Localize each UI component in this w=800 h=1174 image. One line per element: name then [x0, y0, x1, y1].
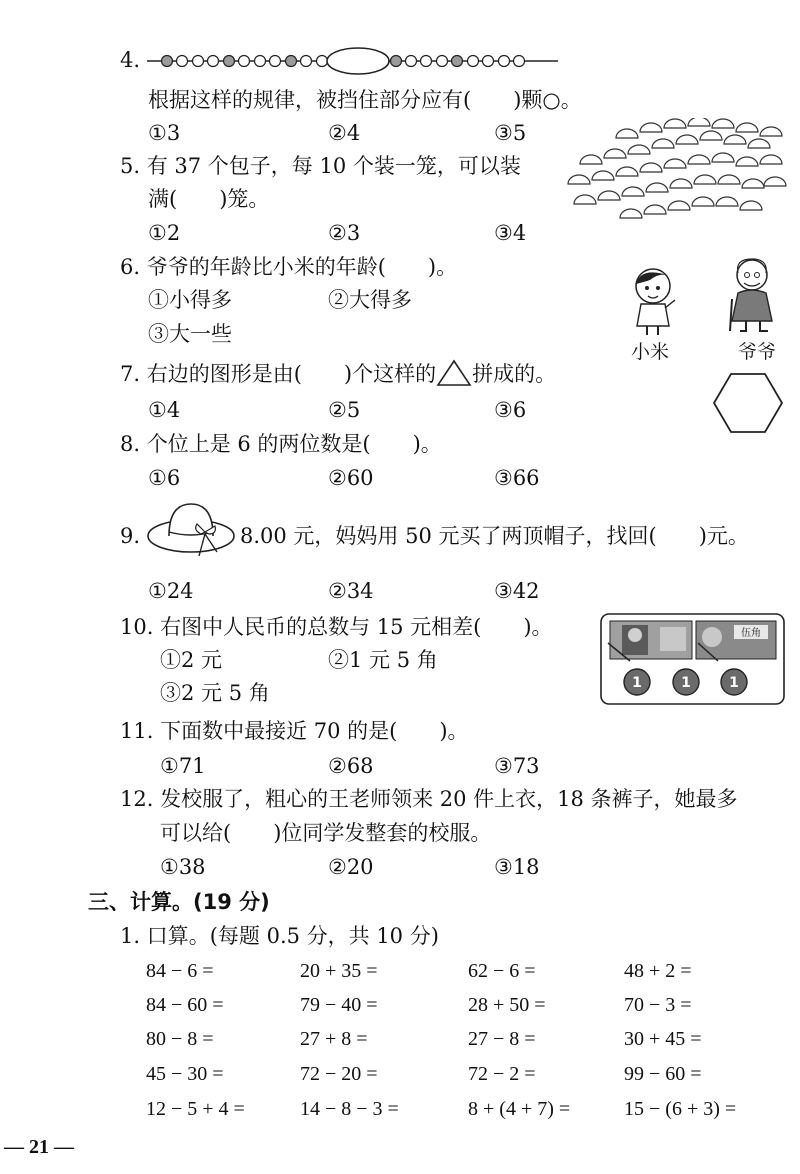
calc-3-2: 27 + 8 = — [300, 1028, 368, 1050]
q7-option-3: ③6 — [494, 398, 527, 422]
calc-5-2: 14 − 8 − 3 = — [300, 1098, 399, 1120]
q5-option-3: ③4 — [494, 221, 527, 245]
q5-option-2: ②3 — [328, 221, 361, 245]
q9-option-2: ②34 — [328, 579, 374, 603]
q4-option-3: ③5 — [494, 121, 527, 145]
q4-option-1: ①3 — [148, 121, 181, 145]
calc-1-4: 48 + 2 = — [624, 960, 692, 982]
calc-4-1: 45 − 30 = — [146, 1063, 224, 1085]
girl-xiaomi-picture — [625, 262, 685, 337]
calc-3-3: 27 − 8 = — [468, 1028, 536, 1050]
calc-2-2: 79 − 40 = — [300, 994, 378, 1016]
q8-question: 8. 个位上是 6 的两位数是( )。 — [120, 432, 442, 456]
q9-question: 8.00 元，妈妈用 50 元买了两顶帽子，找回( )元。 — [240, 524, 749, 548]
q4-option-2: ②4 — [328, 121, 361, 145]
q12-option-2: ②20 — [328, 855, 374, 879]
q8-option-2: ②60 — [328, 466, 374, 490]
q7-option-1: ①4 — [148, 398, 181, 422]
calc-5-4: 15 − (6 + 3) = — [624, 1098, 737, 1120]
bead-pattern-figure — [145, 44, 560, 78]
coin-label-3: 1 — [729, 675, 739, 691]
section-3-title: 三、计算。(19 分) — [88, 890, 270, 914]
hat-picture — [145, 500, 237, 562]
q10-option-1: ①2 元 — [160, 648, 223, 672]
calc-2-4: 70 − 3 = — [624, 994, 692, 1016]
calc-1-2: 20 + 35 = — [300, 960, 378, 982]
caption-xiaomi: 小米 — [631, 341, 670, 363]
q5-question-line2: 满( )笼。 — [148, 187, 270, 211]
q6-question: 6. 爷爷的年龄比小米的年龄( )。 — [120, 255, 458, 279]
calc-3-4: 30 + 45 = — [624, 1028, 702, 1050]
calc-4-4: 99 − 60 = — [624, 1063, 702, 1085]
q8-option-1: ①6 — [148, 466, 181, 490]
q10-question: 10. 右图中人民币的总数与 15 元相差( )。 — [120, 615, 553, 639]
buns-picture — [560, 118, 790, 230]
calc-1-3: 62 − 6 = — [468, 960, 536, 982]
calc-2-1: 84 − 60 = — [146, 994, 224, 1016]
caption-grandpa: 爷爷 — [738, 341, 777, 363]
q5-question-line1: 5. 有 37 个包子，每 10 个装一笼，可以装 — [120, 154, 521, 178]
q8-option-3: ③66 — [494, 466, 540, 490]
coin-label-1: 1 — [632, 675, 642, 691]
triangle-icon — [436, 359, 472, 387]
section-3-subtitle: 1. 口算。(每题 0.5 分，共 10 分) — [120, 924, 439, 948]
q9-option-1: ①24 — [148, 579, 194, 603]
grandpa-picture — [720, 255, 782, 335]
q7-text-before: 7. 右边的图形是由( )个这样的 — [120, 362, 437, 386]
q11-option-2: ②68 — [328, 754, 374, 778]
calc-4-2: 72 − 20 = — [300, 1063, 378, 1085]
calc-5-3: 8 + (4 + 7) = — [468, 1098, 571, 1120]
calc-1-1: 84 − 6 = — [146, 960, 214, 982]
calc-2-3: 28 + 50 = — [468, 994, 546, 1016]
coin-label-2: 1 — [681, 675, 691, 691]
q6-option-1: ①小得多 — [148, 288, 232, 312]
q6-option-2: ②大得多 — [328, 288, 412, 312]
q7-question — [120, 359, 556, 387]
q12-option-1: ①38 — [160, 855, 206, 879]
q4-question: 根据这样的规律，被挡住部分应有( )颗○。 — [148, 88, 582, 112]
q6-option-3: ③大一些 — [148, 322, 232, 346]
q11-question: 11. 下面数中最接近 70 的是( )。 — [120, 719, 469, 743]
q7-text-after: 拼成的。 — [472, 362, 557, 386]
page-number: — 21 — — [4, 1136, 74, 1158]
q4-number: 4. — [120, 48, 141, 72]
calc-5-1: 12 − 5 + 4 = — [146, 1098, 245, 1120]
q10-option-3: ③2 元 5 角 — [160, 681, 270, 705]
q12-question-line1: 12. 发校服了，粗心的王老师领来 20 件上衣，18 条裤子，她最多 — [120, 787, 738, 811]
q12-question-line2: 可以给( )位同学发整套的校服。 — [160, 821, 492, 845]
q7-option-2: ②5 — [328, 398, 361, 422]
q5-option-1: ①2 — [148, 221, 181, 245]
hexagon-icon — [712, 372, 784, 434]
q11-option-3: ③73 — [494, 754, 540, 778]
calc-4-3: 72 − 2 = — [468, 1063, 536, 1085]
q9-number: 9. — [120, 524, 141, 548]
q9-option-3: ③42 — [494, 579, 540, 603]
calc-3-1: 80 − 8 = — [146, 1028, 214, 1050]
note-label: 伍角 — [741, 628, 761, 639]
rmb-money-picture — [600, 613, 785, 705]
q10-option-2: ②1 元 5 角 — [328, 648, 438, 672]
q11-option-1: ①71 — [160, 754, 206, 778]
q12-option-3: ③18 — [494, 855, 540, 879]
